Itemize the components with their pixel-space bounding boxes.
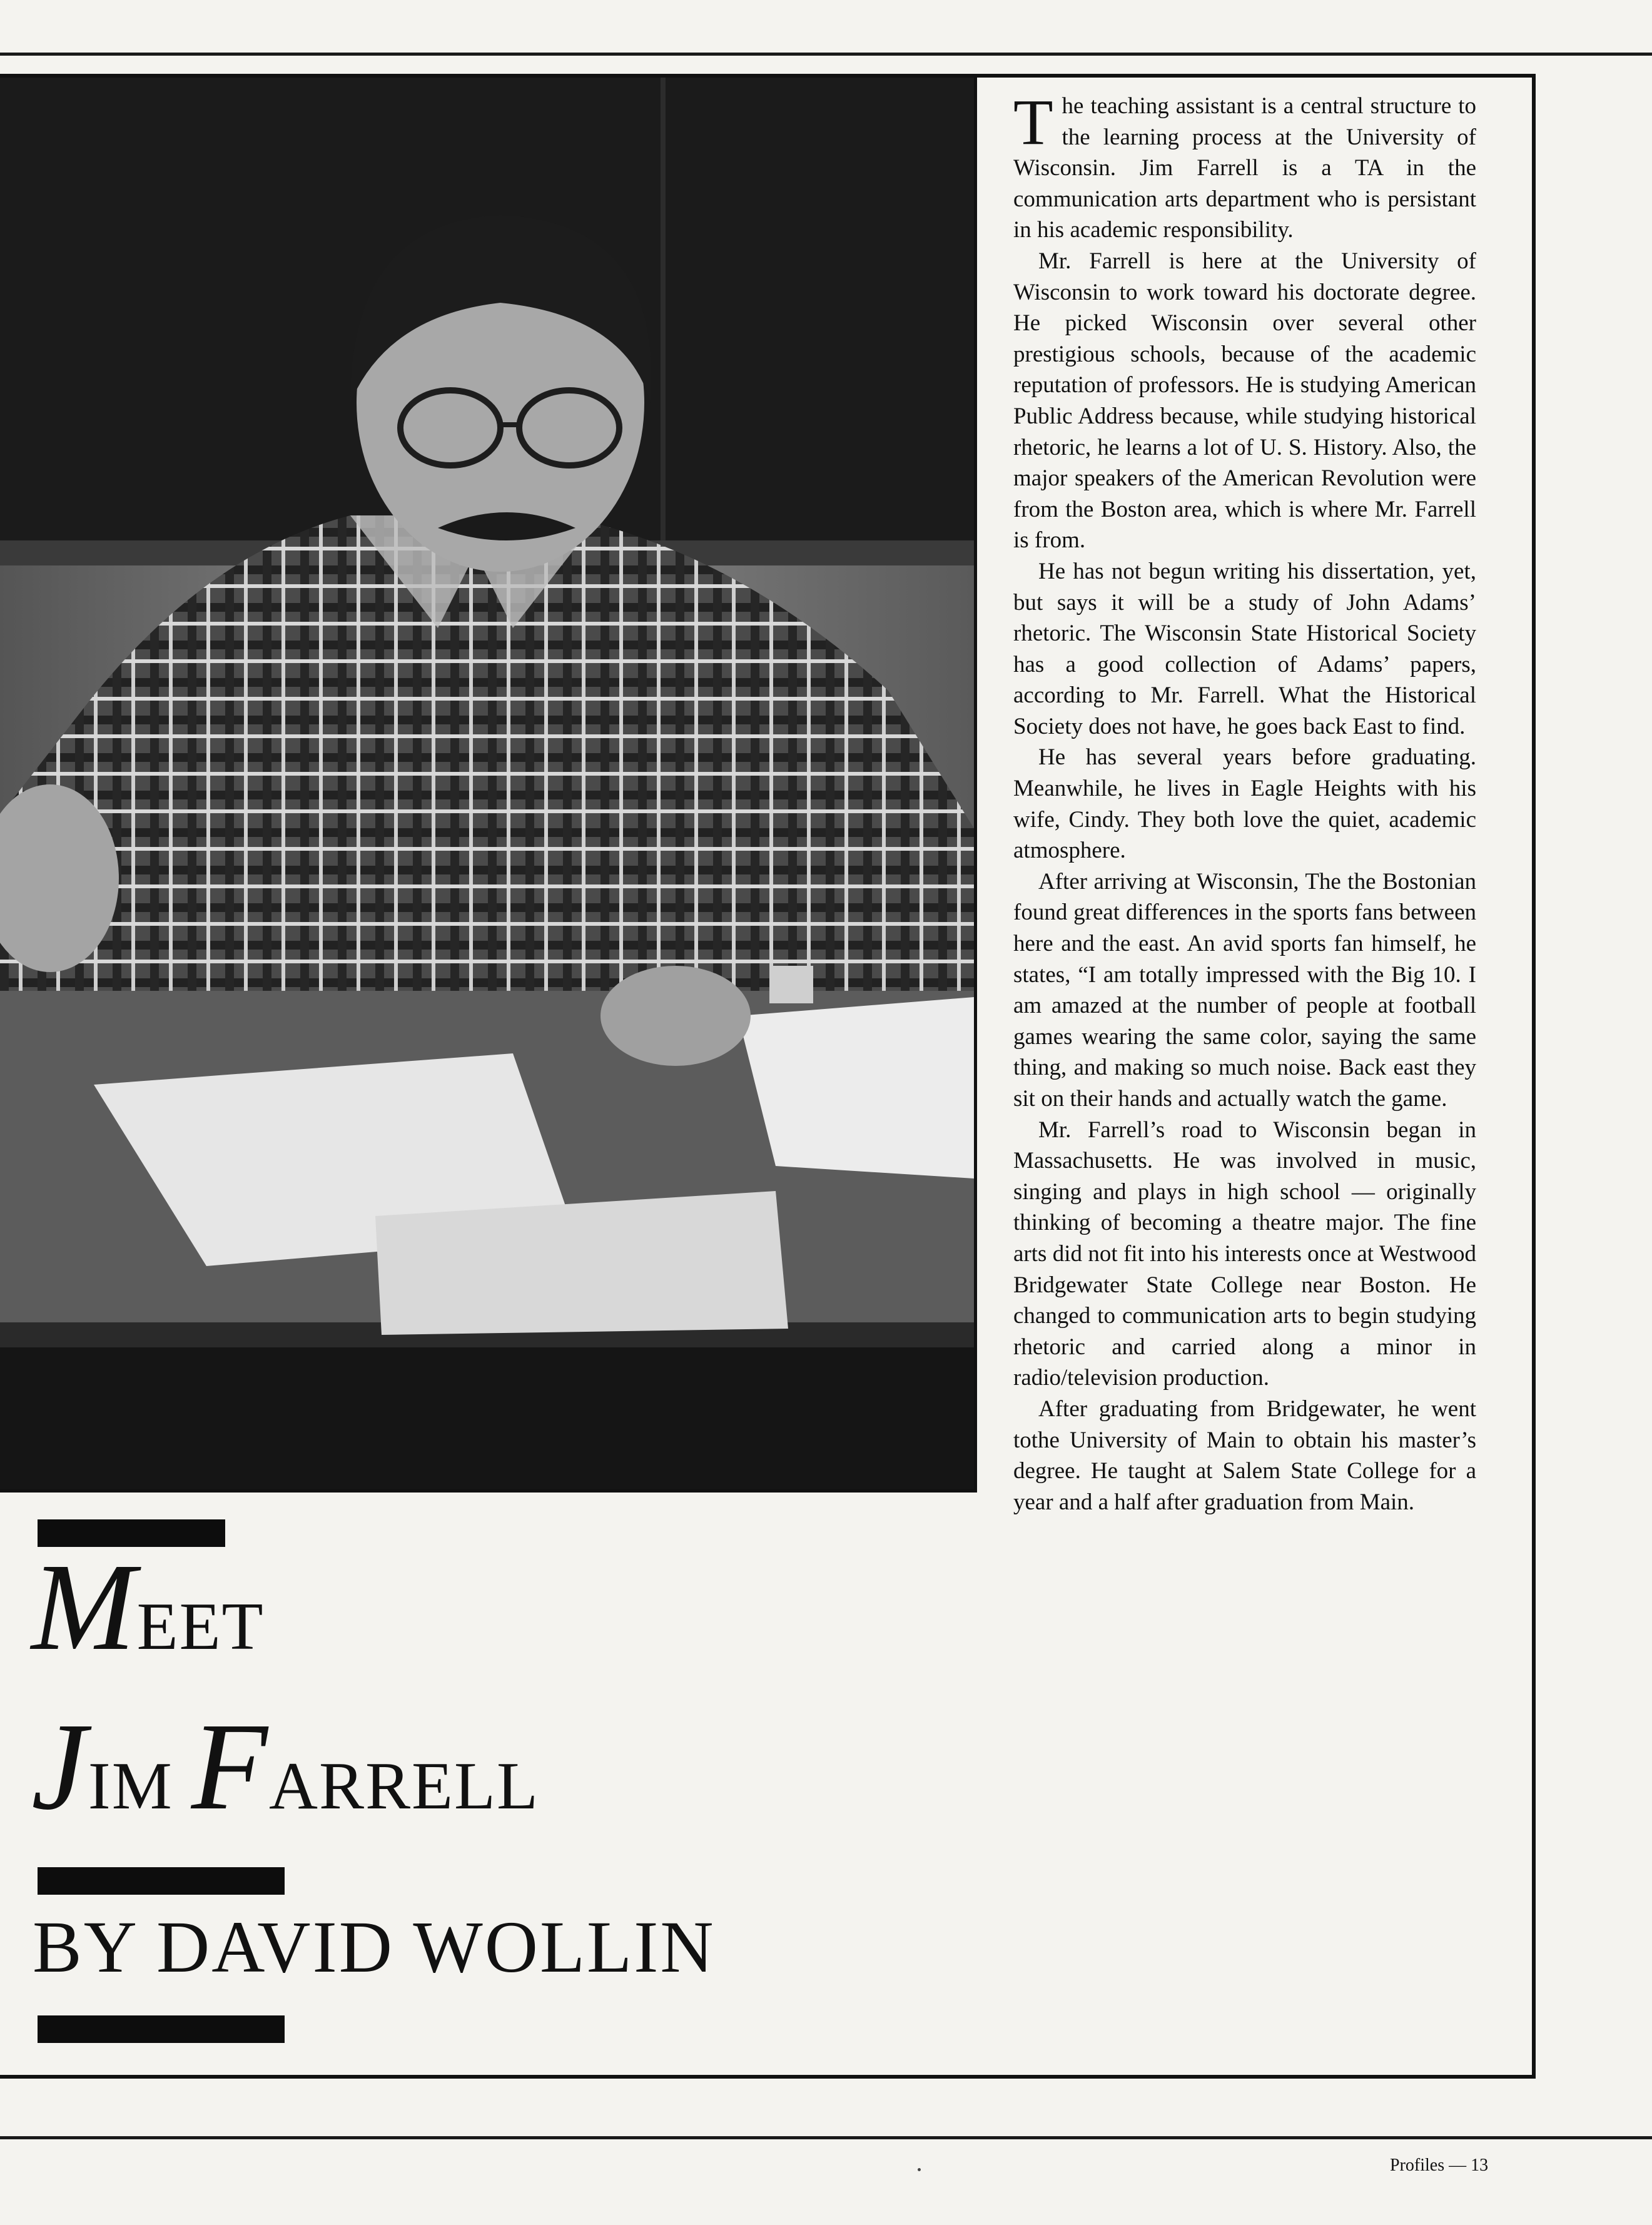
article-paragraph: He has not begun writing his dissertation, yet, but says it will be a study of John Adams’ rhetoric. The Wisconsin State Historical Society has a good collection of Adams’ papers, according to Mr. Farrell. What the Historical Society does not have, he goes back East to find. bbox=[1013, 558, 1476, 739]
page-folio: Profiles — 13 bbox=[1390, 2156, 1489, 2175]
portrait-photo bbox=[0, 78, 977, 1493]
page-mark bbox=[918, 2168, 921, 2171]
article-paragraph: Mr. Farrell is here at the University of Wisconsin to work toward his doctorate degree. He picked Wisconsin over several other prestigious schools, because of the academic reputation of professors. He is studying American Public Address because, while studying historical rhetoric, he learns a lot of U. S. History. Also, the major speakers of the American Revolution were from the Boston area, which is where Mr. Farrell is from. bbox=[1013, 248, 1476, 554]
title-line-1: MEET bbox=[31, 1538, 265, 1676]
title-bar-bottom bbox=[38, 2015, 285, 2043]
article-paragraph: After arriving at Wisconsin, The the Bostonian found great differences in the sports fans between here and the east. An avid sports fan himself, he states, “I am totally impressed with the Big 10. I am amazed at the number of people at football games wearing the same color, saying the same thing, and making so much noise. Back east they sit on their hands and actually watch the game. bbox=[1013, 868, 1476, 1112]
title-line-2: JIM FARRELL bbox=[31, 1698, 539, 1836]
byline: BY DAVID WOLLIN bbox=[33, 1906, 716, 1988]
title-bar-middle bbox=[38, 1867, 285, 1895]
article-paragraph: He has several years before graduating. Meanwhile, he lives in Eagle Heights with his wife, Cindy. They both love the quiet, academic atmosphere. bbox=[1013, 744, 1476, 864]
portrait-illustration bbox=[0, 78, 974, 1489]
top-rule bbox=[0, 53, 1652, 56]
bottom-rule bbox=[0, 2136, 1652, 2139]
article-paragraph: The teaching assistant is a central structure to the learning process at the University of Wisconsin. Jim Farrell is a TA in the communication arts department who is persistant in his academic responsibility. bbox=[1013, 86, 1476, 243]
article-body bbox=[1013, 86, 1476, 1518]
article-paragraph: After graduating from Bridgewater, he went tothe University of Main to obtain his master’s degree. He taught at Salem State College for a year and a half after graduation from Main. bbox=[1013, 1396, 1476, 1515]
drop-cap: T bbox=[1013, 86, 1053, 158]
article-paragraph: Mr. Farrell’s road to Wisconsin began in Massachusetts. He was involved in music, singing and plays in high school — originally thinking of becoming a theatre major. The fine arts did not fit into his interests once at Westwood Bridgewater State College near Boston. He changed to communication arts to begin studying rhetoric and carried along a minor in radio/television production. bbox=[1013, 1117, 1476, 1391]
